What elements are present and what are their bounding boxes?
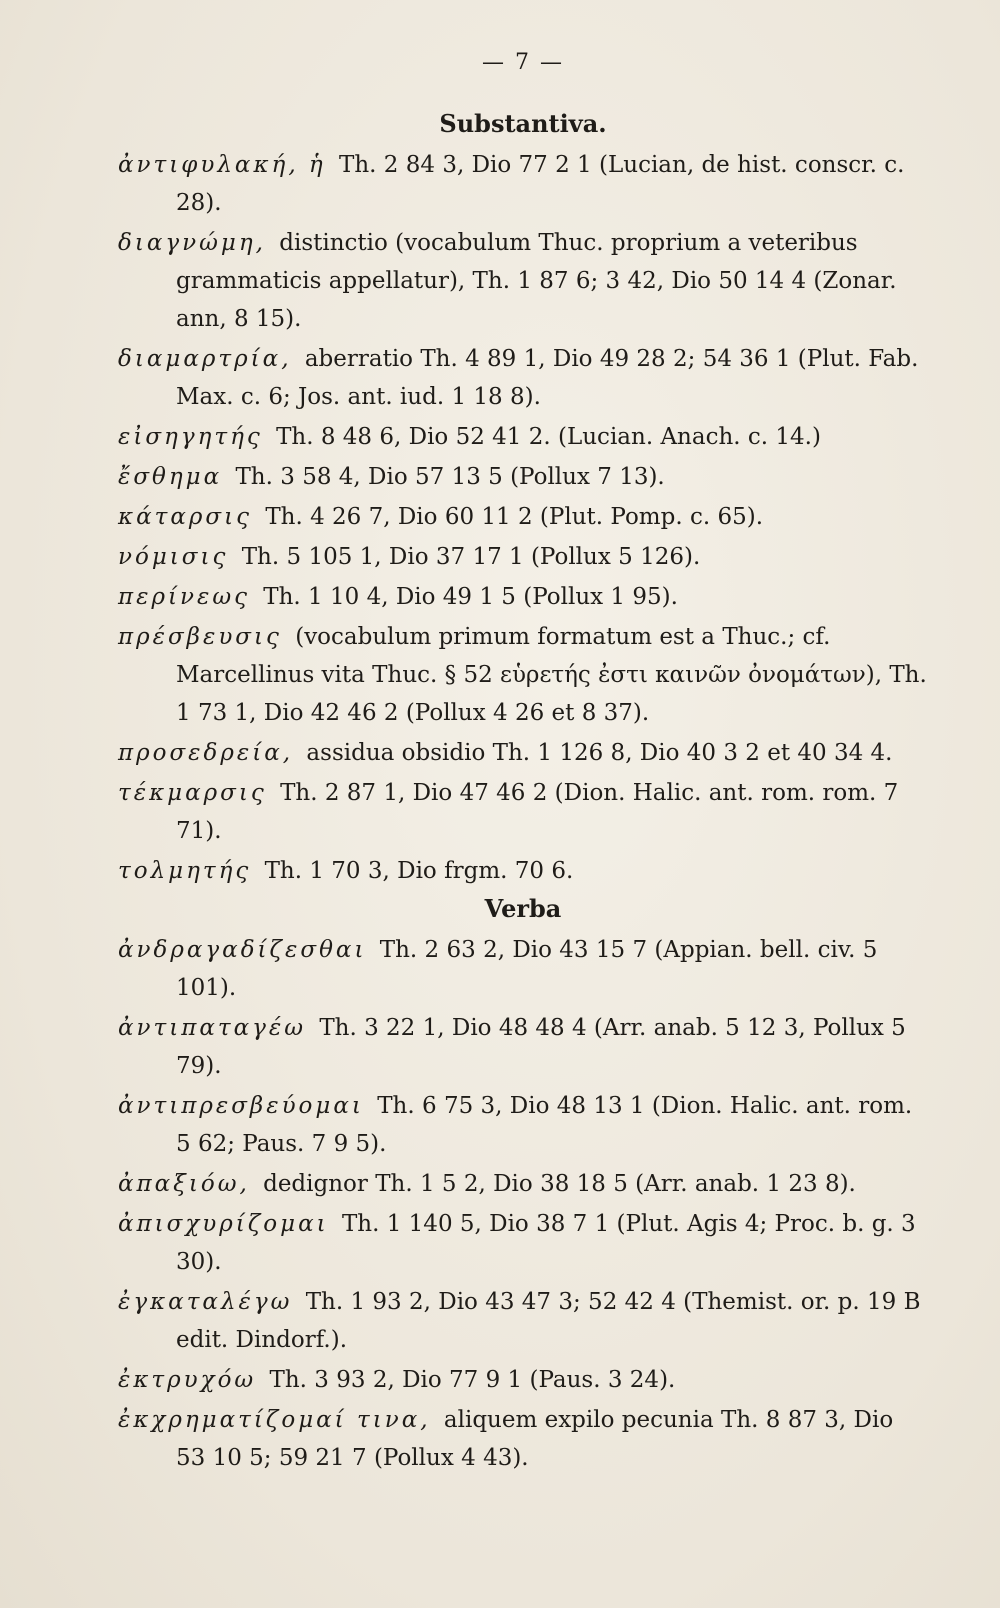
- entry-text: Th. 3 22 1, Dio 48 48 4 (Arr. anab. 5 12 3, Pollux 5 79).: [176, 1015, 906, 1079]
- entry-text: Th. 6 75 3, Dio 48 13 1 (Dion. Halic. ant. rom. 5 62; Paus. 7 9 5).: [176, 1093, 913, 1157]
- entry-text: Th. 8 48 6, Dio 52 41 2. (Lucian. Anach. c. 14.): [276, 424, 821, 450]
- list-item: [118, 418, 928, 456]
- greek-lemma: ἀνδραγαδίζεσθαι: [118, 937, 367, 963]
- entry-text: Th. 1 93 2, Dio 43 47 3; 52 42 4 (Themist. or. p. 19 B edit. Dindorf.).: [176, 1289, 921, 1353]
- list-item: [118, 931, 928, 1007]
- greek-lemma: προσεδρεία,: [118, 740, 294, 766]
- greek-lemma: ἔσθημα: [118, 464, 223, 490]
- greek-lemma: νόμισις: [118, 544, 229, 570]
- list-item: [118, 774, 928, 850]
- entry-list-verba: [118, 931, 928, 1477]
- entry-text: Th. 1 10 4, Dio 49 1 5 (Pollux 1 95).: [263, 584, 678, 610]
- list-item: [118, 1087, 928, 1163]
- greek-lemma: ἐκχρηματίζομαί τινα,: [118, 1407, 431, 1433]
- entry-text: assidua obsidio Th. 1 126 8, Dio 40 3 2 et 40 34 4.: [306, 740, 893, 766]
- greek-lemma: ἀντιπαταγέω: [118, 1015, 307, 1041]
- greek-lemma: ἀπαξιόω,: [118, 1171, 250, 1197]
- greek-lemma: ἐγκαταλέγω: [118, 1289, 293, 1315]
- greek-lemma: διαμαρτρία,: [118, 346, 292, 372]
- entry-text: distinctio (vocabulum Thuc. proprium a veteribus grammaticis appellatur), Th. 1 87 6; 3 42, Dio 50 14 4 (Zonar. ann, 8 15).: [176, 230, 897, 332]
- greek-lemma: κάταρσις: [118, 504, 252, 530]
- greek-lemma: εἰσηγητής: [118, 424, 263, 450]
- list-item: [118, 498, 928, 536]
- page-number: — 7 —: [482, 50, 564, 75]
- entry-text: dedignor Th. 1 5 2, Dio 38 18 5 (Arr. anab. 1 23 8).: [263, 1171, 856, 1197]
- greek-lemma: ἐκτρυχόω: [118, 1367, 257, 1393]
- list-item: [118, 852, 928, 890]
- greek-lemma: ἀντιπρεσβεύομαι: [118, 1093, 364, 1119]
- list-item: [118, 538, 928, 576]
- list-item: [118, 146, 928, 222]
- entry-text: Th. 5 105 1, Dio 37 17 1 (Pollux 5 126).: [241, 544, 701, 570]
- list-item: [118, 1009, 928, 1085]
- entry-text: Th. 2 87 1, Dio 47 46 2 (Dion. Halic. ant. rom. rom. 7 71).: [176, 780, 899, 844]
- list-item: [118, 618, 928, 732]
- list-item: [118, 340, 928, 416]
- list-item: [118, 1283, 928, 1359]
- greek-lemma: τέκμαρσις: [118, 780, 267, 806]
- entry-text: aliquem expilo pecunia Th. 8 87 3, Dio 53 10 5; 59 21 7 (Pollux 4 43).: [176, 1407, 894, 1471]
- entry-text: Th. 3 58 4, Dio 57 13 5 (Pollux 7 13).: [235, 464, 665, 490]
- entry-text: aberratio Th. 4 89 1, Dio 49 28 2; 54 36 1 (Plut. Fab. Max. c. 6; Jos. ant. iud. 1 18 8).: [176, 346, 919, 410]
- section-heading-verba: Verba: [484, 894, 562, 923]
- list-item: [118, 1205, 928, 1281]
- greek-lemma: πρέσβευσις: [118, 624, 282, 650]
- entry-text: (vocabulum primum formatum est a Thuc.; cf. Marcellinus vita Thuc. § 52 εὑρετής ἐστι καινῶν ὀνομάτων), Th. 1 73 1, Dio 42 46 2 (Pollux 4 26 et 8 37).: [176, 624, 927, 726]
- list-item: [118, 734, 928, 772]
- entry-text: Th. 2 63 2, Dio 43 15 7 (Appian. bell. civ. 5 101).: [176, 937, 878, 1001]
- entry-list-substantiva: [118, 146, 928, 890]
- entry-text: Th. 4 26 7, Dio 60 11 2 (Plut. Pomp. c. 65).: [265, 504, 764, 530]
- list-item: [118, 1361, 928, 1399]
- entry-text: Th. 1 70 3, Dio frgm. 70 6.: [264, 858, 574, 884]
- list-item: [118, 458, 928, 496]
- entry-text: Th. 1 140 5, Dio 38 7 1 (Plut. Agis 4; Proc. b. g. 3 30).: [176, 1211, 916, 1275]
- greek-lemma: ἀντιφυλακή, ἡ: [118, 152, 326, 178]
- entry-text: Th. 3 93 2, Dio 77 9 1 (Paus. 3 24).: [269, 1367, 676, 1393]
- list-item: [118, 1165, 928, 1203]
- greek-lemma: τολμητής: [118, 858, 252, 884]
- greek-lemma: ἀπισχυρίζομαι: [118, 1211, 329, 1237]
- section-heading-substantiva: Substantiva.: [439, 109, 607, 138]
- list-item: [118, 578, 928, 616]
- list-item: [118, 1401, 928, 1477]
- greek-lemma: διαγνώμη,: [118, 230, 266, 256]
- greek-lemma: περίνεως: [118, 584, 250, 610]
- list-item: [118, 224, 928, 338]
- entry-text: Th. 2 84 3, Dio 77 2 1 (Lucian, de hist. conscr. c. 28).: [176, 152, 905, 216]
